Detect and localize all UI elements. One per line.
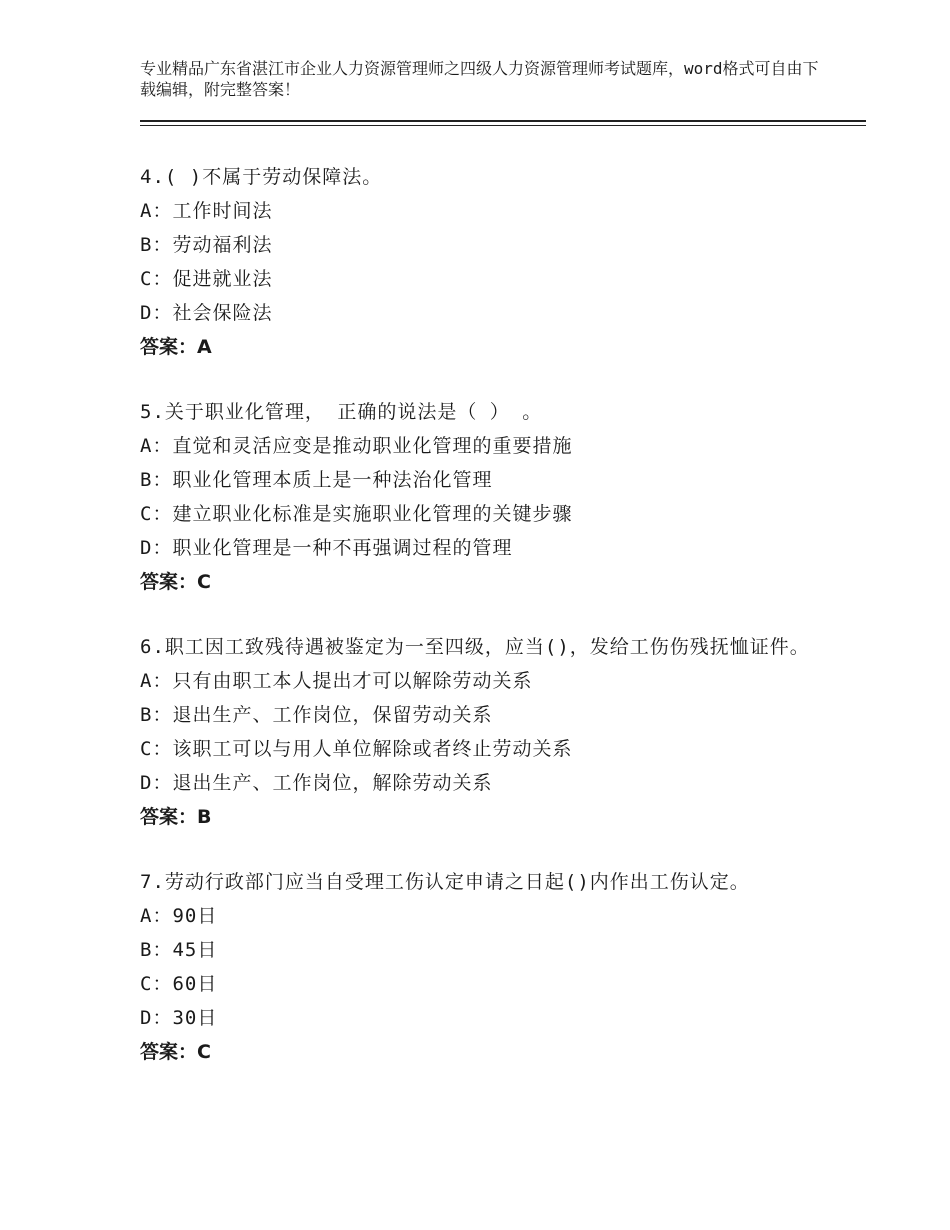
question-4 <box>140 160 840 364</box>
header-rule-thin <box>140 125 866 126</box>
option-d: D：社会保险法 <box>140 302 273 324</box>
question-stem: 4.( )不属于劳动保障法。 <box>140 166 383 188</box>
option-d: D：退出生产、工作岗位，解除劳动关系 <box>140 772 493 794</box>
option-a: A：只有由职工本人提出才可以解除劳动关系 <box>140 670 533 692</box>
answer-value: B <box>197 806 212 828</box>
option-a: A：90日 <box>140 905 218 927</box>
option-a: A：工作时间法 <box>140 200 273 222</box>
option-b: B：45日 <box>140 939 218 961</box>
option-b: B：退出生产、工作岗位，保留劳动关系 <box>140 704 493 726</box>
option-c: C：促进就业法 <box>140 268 273 290</box>
answer-label: 答案： <box>140 1041 198 1063</box>
option-d: D：职业化管理是一种不再强调过程的管理 <box>140 537 513 559</box>
option-c: C：该职工可以与用人单位解除或者终止劳动关系 <box>140 738 573 760</box>
option-d: D：30日 <box>140 1007 218 1029</box>
option-c: C：建立职业化标准是实施职业化管理的关键步骤 <box>140 503 573 525</box>
option-c: C：60日 <box>140 973 218 995</box>
answer-value: C <box>197 571 211 593</box>
answer-line <box>140 565 840 599</box>
question-6 <box>140 630 840 834</box>
question-5 <box>140 395 840 599</box>
option-b: B：劳动福利法 <box>140 234 273 256</box>
answer-line <box>140 1035 840 1069</box>
option-a: A：直觉和灵活应变是推动职业化管理的重要措施 <box>140 435 573 457</box>
question-stem: 6.职工因工致残待遇被鉴定为一至四级，应当()，发给工伤伤残抚恤证件。 <box>140 636 810 658</box>
question-7 <box>140 865 840 1069</box>
document-header <box>140 58 830 100</box>
answer-value: C <box>197 1041 211 1063</box>
answer-label: 答案： <box>140 336 198 358</box>
question-list <box>140 160 840 1100</box>
answer-value: A <box>197 336 212 358</box>
question-stem: 5.关于职业化管理， 正确的说法是（ ） 。 <box>140 401 543 423</box>
question-stem: 7.劳动行政部门应当自受理工伤认定申请之日起()内作出工伤认定。 <box>140 871 750 893</box>
answer-line <box>140 800 840 834</box>
answer-label: 答案： <box>140 571 198 593</box>
answer-line <box>140 330 840 364</box>
answer-label: 答案： <box>140 806 198 828</box>
header-text: 专业精品广东省湛江市企业人力资源管理师之四级人力资源管理师考试题库，word格式可自由下载编辑，附完整答案！ <box>140 59 819 99</box>
option-b: B：职业化管理本质上是一种法治化管理 <box>140 469 493 491</box>
header-rule-thick <box>140 120 866 122</box>
